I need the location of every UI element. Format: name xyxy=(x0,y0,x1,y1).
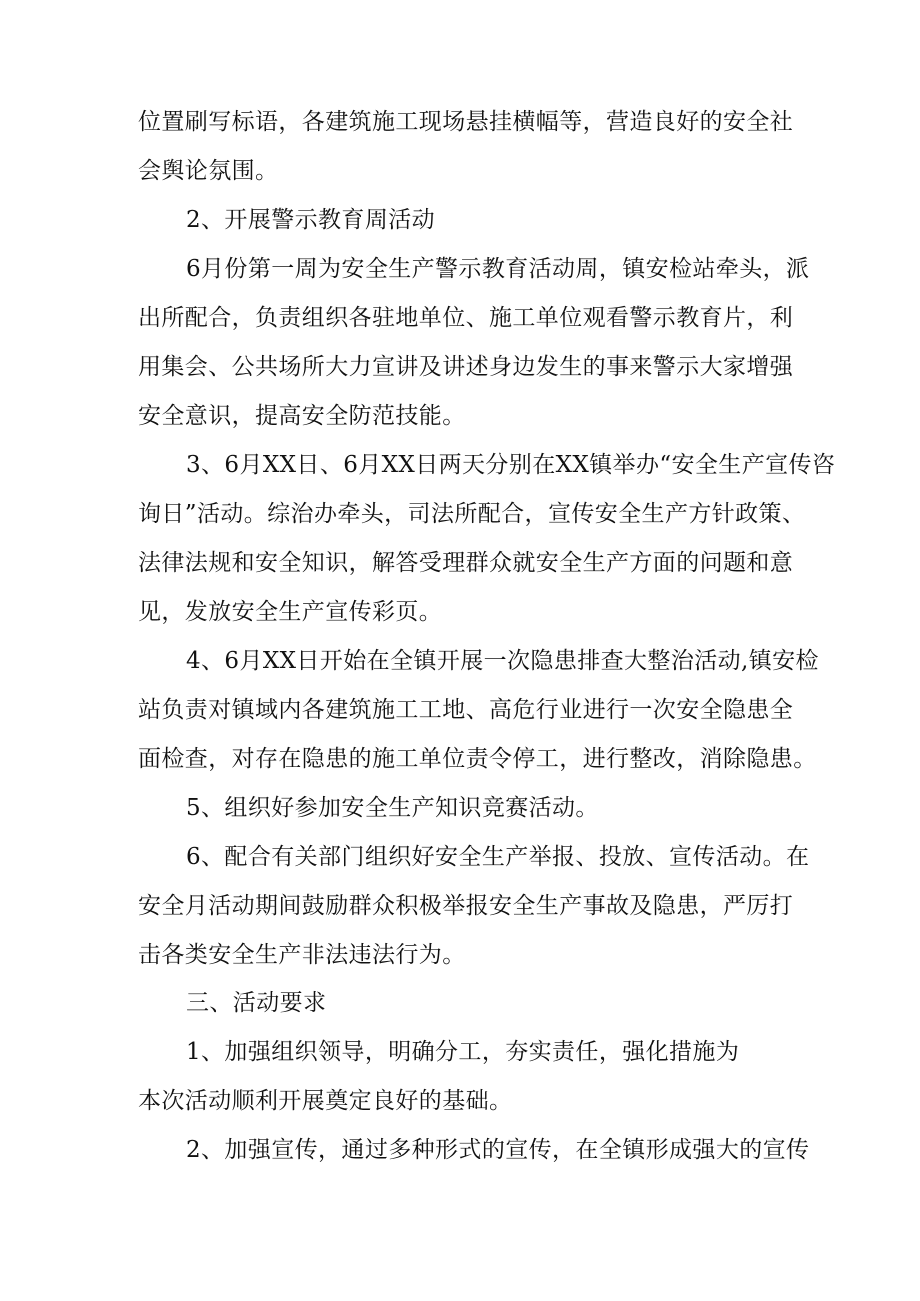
section-heading: 三、活动要求 xyxy=(186,990,327,1016)
body-text-line: 本次活动顺利开展奠定良好的基础。 xyxy=(138,1088,513,1114)
subsection-heading: 2、开展警示教育周活动 xyxy=(186,207,436,233)
body-text-line: 安全月活动期间鼓励群众积极举报安全生产事故及隐患，严厉打 xyxy=(138,893,794,919)
body-text-line: 击各类安全生产非法违法行为。 xyxy=(138,942,466,968)
body-text-line: 安全意识，提高安全防范技能。 xyxy=(138,403,466,429)
body-text-line: 用集会、公共场所大力宣讲及讲述身边发生的事来警示大家增强 xyxy=(138,354,794,380)
body-text-line: 询日”活动。综治办牵头，司法所配合，宣传安全生产方针政策、 xyxy=(138,501,806,527)
body-text-line: 站负责对镇域内各建筑施工工地、高危行业进行一次安全隐患全 xyxy=(138,697,794,723)
body-text-line: 6月份第一周为安全生产警示教育活动周，镇安检站牵头，派 xyxy=(186,256,810,282)
body-text-line: 3、6月XX日、6月XX日两天分别在XX镇举办“安全生产宣传咨 xyxy=(186,452,836,478)
body-text-line: 6、配合有关部门组织好安全生产举报、投放、宣传活动。在 xyxy=(186,844,810,870)
body-text-line: 位置刷写标语，各建筑施工现场悬挂横幅等，营造良好的安全社 xyxy=(138,109,794,135)
body-text-line: 出所配合，负责组织各驻地单位、施工单位观看警示教育片，利 xyxy=(138,305,794,331)
body-text-line: 见，发放安全生产宣传彩页。 xyxy=(138,599,443,625)
body-text-line: 2、加强宣传，通过多种形式的宣传，在全镇形成强大的宣传 xyxy=(186,1137,810,1163)
body-text-line: 1、加强组织领导，明确分工，夯实责任，强化措施为 xyxy=(186,1039,740,1065)
body-text-line: 4、6月XX日开始在全镇开展一次隐患排查大整治活动,镇安检 xyxy=(186,648,819,674)
body-text-line: 会舆论氛围。 xyxy=(138,158,279,184)
body-text-line: 5、组织好参加安全生产知识竞赛活动。 xyxy=(186,795,599,821)
body-text-line: 面检查，对存在隐患的施工单位责令停工，进行整改，消除隐患。 xyxy=(138,746,817,772)
body-text-line: 法律法规和安全知识，解答受理群众就安全生产方面的问题和意 xyxy=(138,550,794,576)
